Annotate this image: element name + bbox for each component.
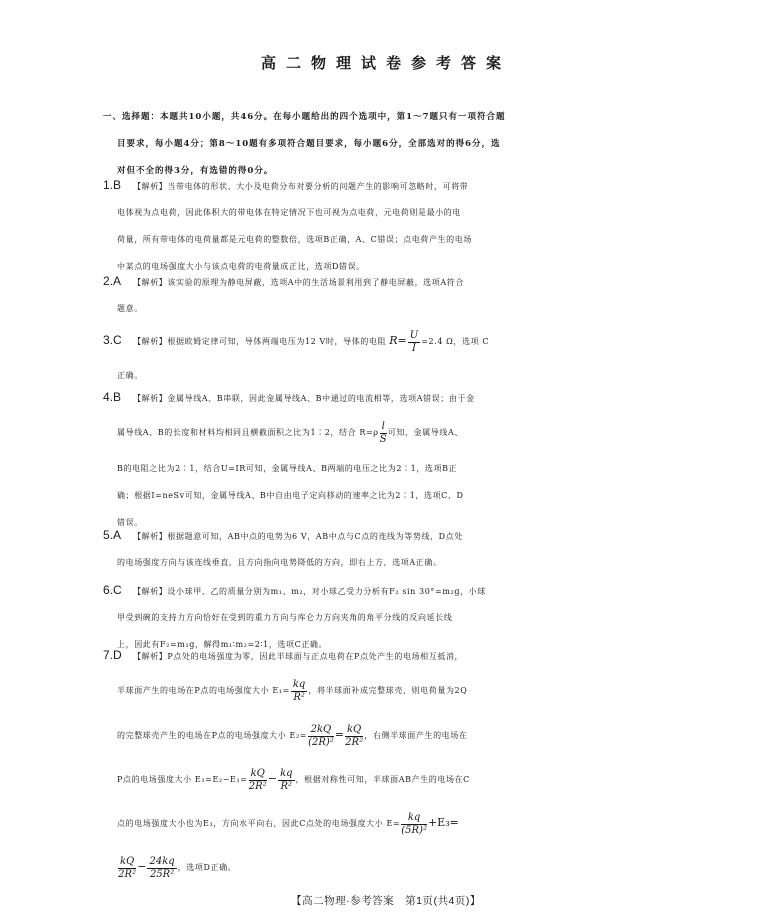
minus-sign: − bbox=[137, 860, 147, 873]
fraction-denominator: 2R² bbox=[118, 868, 137, 880]
fraction-denominator: R² bbox=[280, 780, 293, 792]
answer-number: 4.B bbox=[103, 390, 122, 404]
answer-text: 确；根据I=neSv可知，金属导线A、B中自由电子定向移动的速率之比为2∶1，选项C、D bbox=[117, 491, 464, 500]
answer-text: 【解析】该实验的原理为静电屏蔽，选项A中的生活场景利用到了静电屏蔽，选项A符合 bbox=[133, 278, 464, 287]
instructions-line-1: 一、选择题：本题共10小题，共46分。在每小题给出的四个选项中，第1～7题只有一项符合题 bbox=[103, 112, 506, 122]
fraction-numerator: 2kQ bbox=[308, 724, 334, 737]
fraction-numerator: kQ bbox=[250, 767, 265, 779]
fraction bbox=[291, 679, 307, 704]
answer-text: 【解析】当带电体的形状、大小及电荷分布对要分析的问题产生的影响可忽略时，可将带 bbox=[133, 182, 469, 191]
answer-number: 1.B bbox=[103, 178, 122, 192]
fraction-numerator: kq bbox=[292, 678, 306, 690]
answer-text: =2.4 Ω，选项 C bbox=[421, 337, 490, 346]
fraction-denominator: (2R)² bbox=[308, 736, 334, 748]
answer-text: 题意。 bbox=[117, 304, 143, 313]
answer-text: 【解析】P点处的电场强度为零，因此半球面与正点电荷在P点处产生的电场相互抵消， bbox=[133, 652, 464, 661]
page-footer: 【高二物理·参考答案 第1页(共4页)】 bbox=[291, 895, 481, 907]
answer-item-7 bbox=[103, 642, 665, 889]
answer-text: 【解析】根据欧姆定律可知，导体两端电压为12 V时，导体的电阻 bbox=[133, 337, 390, 346]
fraction-numerator: kq bbox=[280, 767, 293, 779]
answer-text: 上，因此有F₂=m₁g，解得m₁∶m₂=2∶1，选项C正确。 bbox=[117, 640, 328, 649]
answer-text: 正确。 bbox=[117, 371, 143, 380]
answer-text: 荷量，所有带电体的电荷量都是元电荷的整数倍，选项B正确，A、C错误；点电荷产生的电场 bbox=[117, 235, 472, 244]
answer-text: 属导线A、B的长度和材料均相同且横截面积之比为1∶2，结合 R=ρ bbox=[117, 428, 379, 437]
instructions-line-3: 对但不全的得3分，有选错的得0分。 bbox=[117, 166, 274, 176]
fraction-denominator: 2R² bbox=[248, 780, 267, 792]
fraction-numerator: kQ bbox=[347, 723, 362, 735]
minus-sign: − bbox=[267, 772, 278, 785]
fraction-denominator: I bbox=[411, 342, 416, 354]
answer-text: +E₃= bbox=[427, 816, 459, 829]
answer-text: 【解析】根据题意可知，AB中点的电势为6 V，AB中点与C点的连线为等势线，D点处 bbox=[133, 532, 463, 541]
answer-text: 点的电场强度大小也为E₃，方向水平向右，因此C点处的电场强度大小 E= bbox=[117, 819, 401, 828]
answer-number: 3.C bbox=[103, 333, 122, 347]
answer-text: 半球面产生的电场在P点的电场强度大小 E₁= bbox=[117, 686, 290, 695]
answer-item-2 bbox=[103, 268, 665, 322]
answer-text: 甲受到碗的支持力方向恰好在受到的重力方向与库仑力方向夹角的角平分线的反向延长线 bbox=[117, 613, 453, 622]
answer-text: ，根据对称性可知，半球面AB产生的电场在C bbox=[295, 775, 470, 784]
fraction bbox=[408, 330, 420, 355]
fraction-denominator: 2R² bbox=[345, 736, 364, 748]
formula: R= bbox=[389, 334, 407, 347]
fraction bbox=[401, 812, 427, 837]
fraction-numerator: kq bbox=[401, 812, 427, 825]
answer-number: 2.A bbox=[103, 274, 122, 288]
answer-number: 6.C bbox=[103, 583, 122, 597]
answer-text: P点的电场强度大小 E₃=E₂−E₁= bbox=[117, 775, 248, 784]
answer-text: ，将半球面补成完整球壳，则电荷量为2Q bbox=[308, 686, 468, 695]
answer-item-4 bbox=[103, 384, 665, 536]
fraction-numerator: U bbox=[409, 329, 419, 341]
answer-text: 的电场强度方向与该连线垂直，且方向指向电势降低的方向，即右上方，选项A正确。 bbox=[117, 558, 442, 567]
answer-text: 可知，金属导线A、 bbox=[387, 428, 463, 437]
page-title: 高二物理试卷参考答案 bbox=[260, 54, 511, 72]
answer-item-5 bbox=[103, 522, 665, 576]
fraction-denominator: 25R² bbox=[149, 868, 175, 880]
fraction bbox=[147, 856, 176, 881]
fraction bbox=[345, 724, 363, 749]
answer-text: ，右侧半球面产生的电场在 bbox=[364, 731, 468, 740]
answer-text: ，选项D正确。 bbox=[177, 863, 237, 872]
fraction bbox=[278, 768, 294, 793]
fraction-numerator: l bbox=[381, 420, 385, 432]
fraction bbox=[249, 768, 267, 793]
answer-number: 5.A bbox=[103, 528, 122, 542]
fraction bbox=[308, 724, 334, 749]
fraction-denominator: S bbox=[379, 433, 387, 445]
answer-text: 【解析】金属导线A、B串联，因此金属导线A、B中通过的电流相等，选项A错误；由于金 bbox=[133, 394, 475, 403]
answer-item-3 bbox=[103, 318, 665, 389]
fraction-numerator: 24kq bbox=[149, 855, 175, 867]
answer-text: 电体视为点电荷，因此体积大的带电体在特定情况下也可视为点电荷，元电荷则是最小的电 bbox=[117, 208, 461, 217]
answer-text: 【解析】设小球甲、乙的质量分别为m₁、m₂，对小球乙受力分析有F₂ sin 30°=m₂g，小球 bbox=[133, 587, 486, 596]
equals-sign: = bbox=[334, 728, 344, 741]
answer-text: 中某点的电场强度大小与该点电荷的电荷量成正比，选项D错误。 bbox=[117, 262, 365, 271]
answer-item-1 bbox=[103, 172, 665, 280]
answer-text: 错误。 bbox=[117, 518, 143, 527]
answer-text: B的电阻之比为2∶1，结合U=IR可知，金属导线A、B两端的电压之比为2∶1，选项B正 bbox=[117, 464, 458, 473]
answer-number: 7.D bbox=[103, 648, 122, 662]
instructions-line-2: 目要求，每小题4分；第8～10题有多项符合题目要求，每小题6分，全部选对的得6分，选 bbox=[117, 139, 501, 149]
fraction bbox=[118, 856, 136, 881]
answer-text: 的完整球壳产生的电场在P点的电场强度大小 E₂= bbox=[117, 731, 308, 740]
fraction-denominator: R² bbox=[293, 691, 305, 703]
fraction bbox=[380, 421, 387, 446]
fraction-numerator: kQ bbox=[120, 855, 135, 867]
fraction-denominator: (5R)² bbox=[401, 824, 427, 836]
